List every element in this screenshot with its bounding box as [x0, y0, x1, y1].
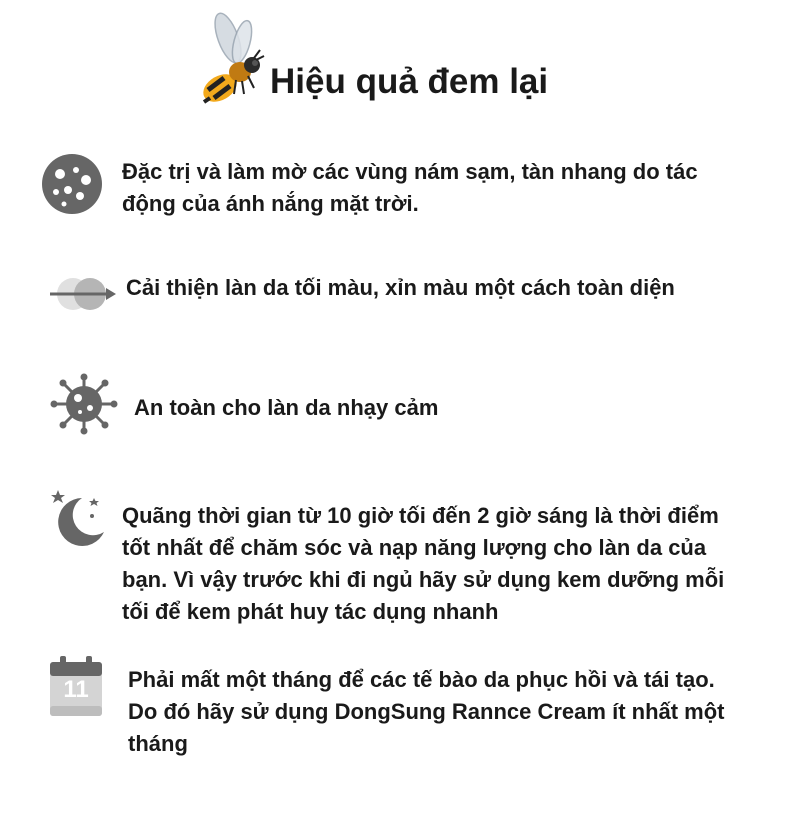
benefit-text: Quãng thời gian từ 10 giờ tối đến 2 giờ sáng là thời điểm tốt nhất để chăm sóc và nạp năng lượng cho làn da của bạn. Vì vậy trước khi đi ngủ hãy sử dụng kem dưỡng mỗi tối để kem phát huy tác dụng nhanh: [122, 503, 725, 624]
section-title: Hiệu quả đem lại: [270, 62, 549, 101]
section-header: [190, 10, 610, 110]
skin-spots-icon: [40, 152, 104, 216]
benefit-text: Đặc trị và làm mờ các vùng nám sạm, tàn nhang do tác động của ánh nắng mặt trời.: [122, 159, 698, 216]
benefit-text: An toàn cho làn da nhạy cảm: [134, 395, 439, 420]
benefit-text: Phải mất một tháng để các tế bào da phục hồi và tái tạo. Do đó hãy sử dụng DongSung Rannce Cream ít nhất một tháng: [128, 667, 725, 756]
virus-icon: [44, 372, 124, 436]
calendar-day: 11: [63, 676, 89, 703]
moon-stars-icon: [48, 486, 108, 550]
benefit-text: Cải thiện làn da tối màu, xỉn màu một cách toàn diện: [126, 275, 675, 300]
lightening-circles-icon: [48, 274, 118, 314]
bee-icon: [190, 10, 268, 110]
calendar-icon: [48, 654, 104, 718]
